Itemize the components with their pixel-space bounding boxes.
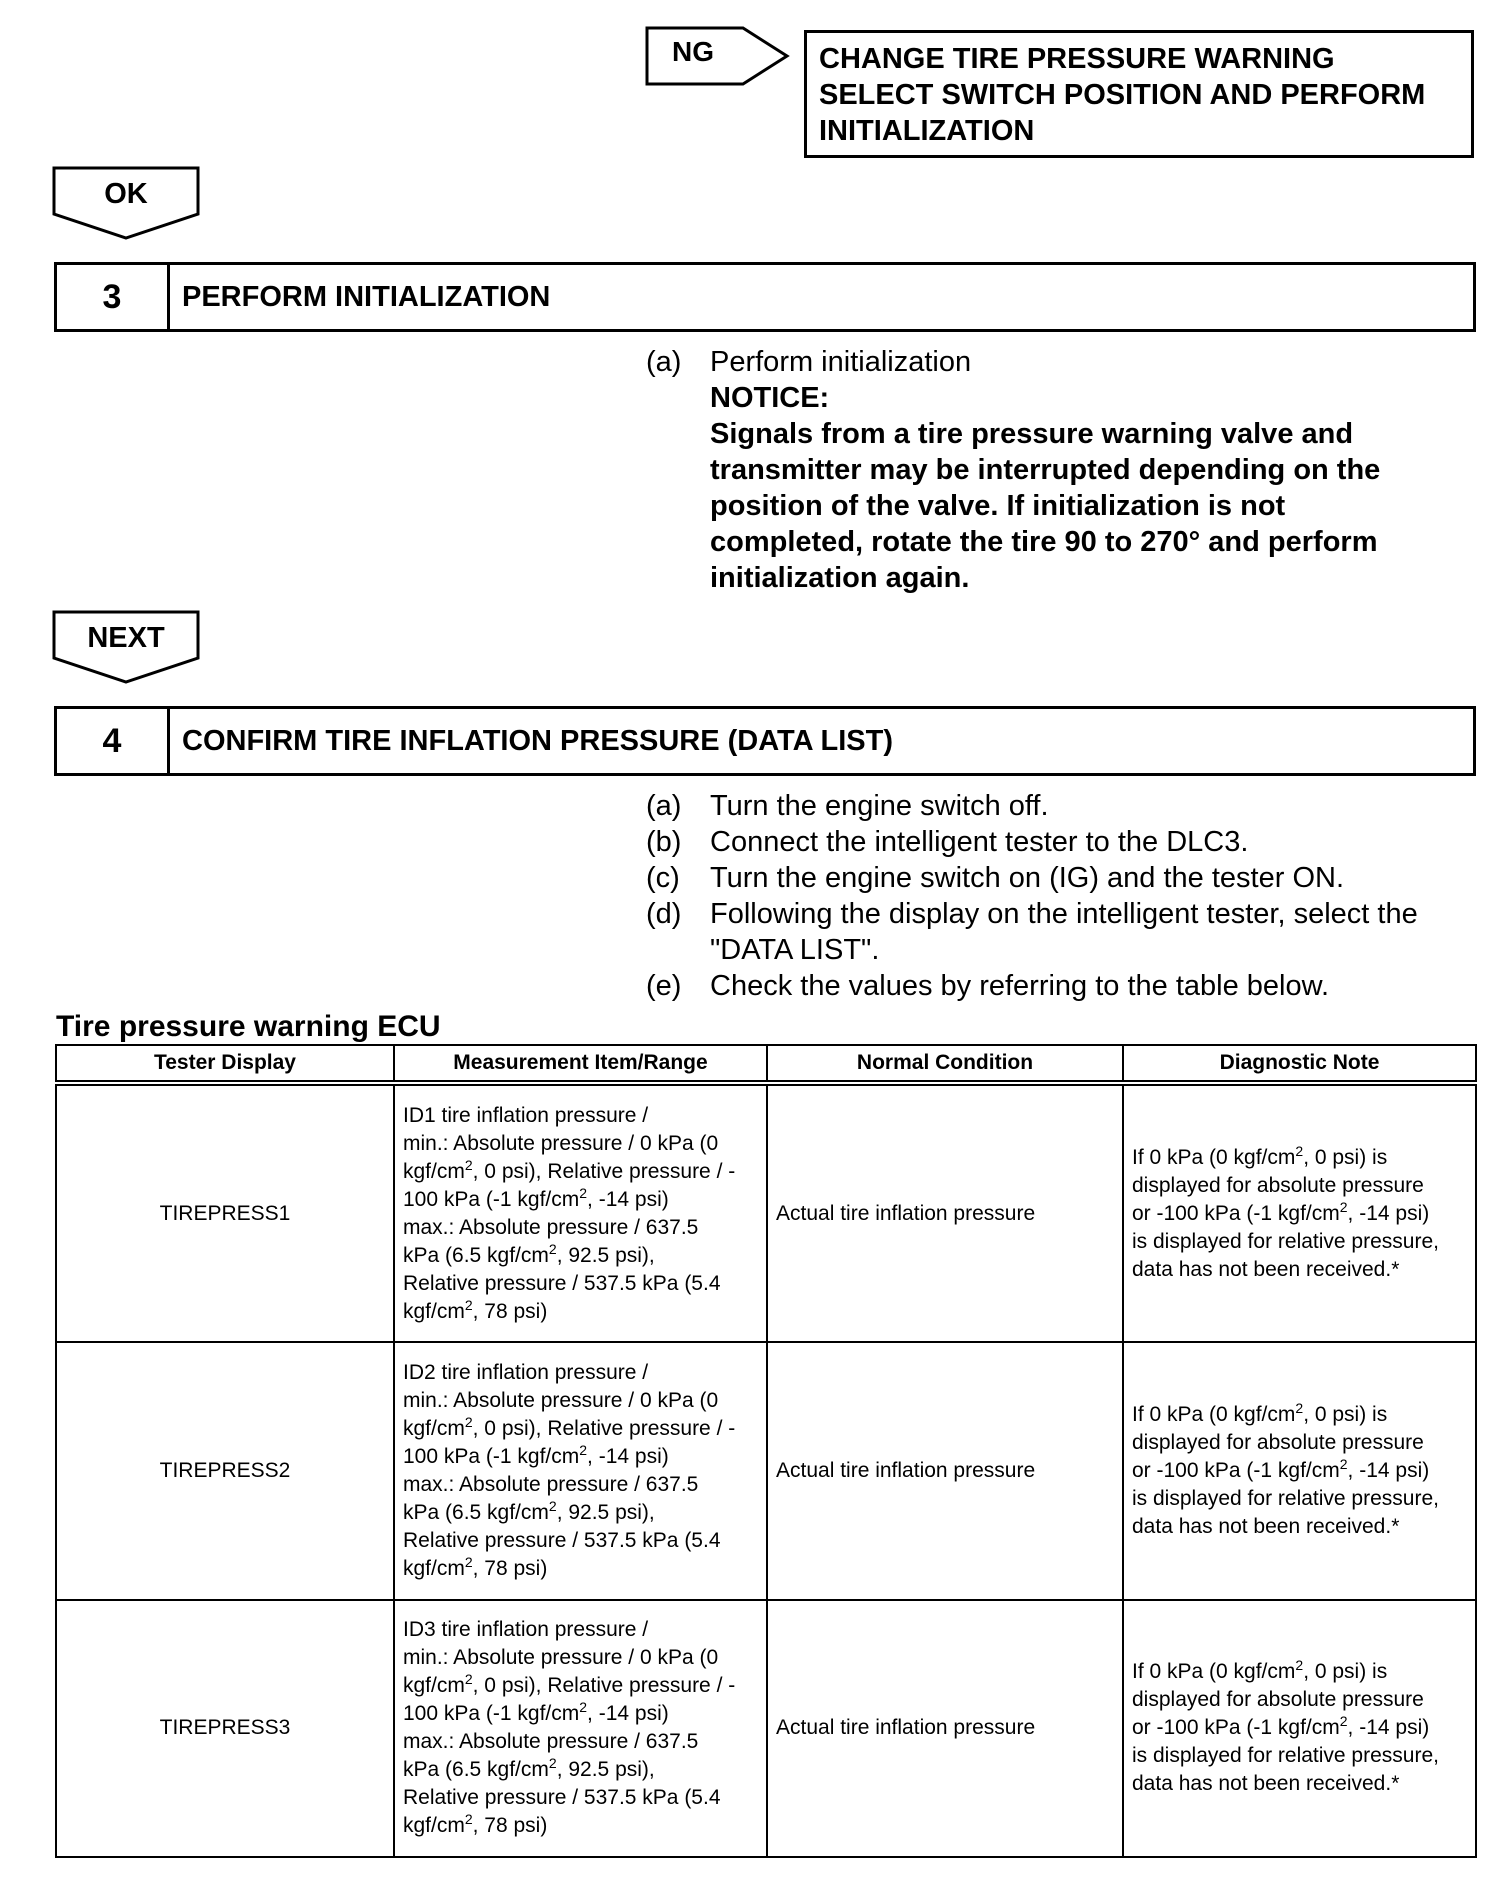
cell-line: max.: Absolute pressure / 637.5 [403,1473,699,1497]
ng-result-line: SELECT SWITCH POSITION AND PERFORM [819,79,1426,111]
item-label: (a) [646,346,682,378]
procedure-item [646,968,1476,1004]
item-label: (e) [646,970,682,1002]
item-label: (c) [646,862,680,894]
diagnostic-note-cell [1123,1600,1476,1857]
cell-line: or -100 kPa (-1 kgf/$cm^2$, -14 psi) [1132,1198,1430,1225]
diagnostic-note-cell [1123,1342,1476,1599]
cell-line: displayed for absolute pressure [1132,1431,1424,1455]
notice-line: initialization again. [710,562,970,594]
notice-line: completed, rotate the tire 90 to 270° and perform [710,526,1378,558]
procedure-item [646,860,1476,896]
cell-line: 100 kPa (-1 kgf/$cm^2$, -14 psi) [403,1699,669,1726]
column-header: Tester Display [56,1045,394,1083]
normal-condition-cell: Actual tire inflation pressure [767,1600,1123,1857]
notice-heading: NOTICE: [710,382,830,414]
cell-line: or -100 kPa (-1 kgf/$cm^2$, -14 psi) [1132,1456,1430,1483]
ok-label: OK [104,178,148,210]
cell-line: Relative pressure / 537.5 kPa (5.4 [403,1271,721,1295]
ng-arrow-icon [645,26,805,86]
item-text: Turn the engine switch off. [710,790,1049,822]
step-number: 4 [57,709,170,773]
cell-line: is displayed for relative pressure, [1132,1229,1439,1253]
table-row [56,1600,1476,1857]
cell-line: data has not been received.* [1132,1772,1400,1796]
measurement-range-cell [394,1600,767,1857]
item-text: Check the values by referring to the table below. [710,970,1330,1002]
cell-line: kgf/$cm^2$, 0 psi), Relative pressure / - [403,1414,736,1441]
cell-line: kgf/$cm^2$, 0 psi), Relative pressure / - [403,1156,736,1183]
cell-line: max.: Absolute pressure / 637.5 [403,1730,699,1754]
normal-condition-cell: Actual tire inflation pressure [767,1342,1123,1599]
ng-result-box [804,30,1474,158]
cell-line: or -100 kPa (-1 kgf/$cm^2$, -14 psi) [1132,1713,1430,1740]
ng-result-line: INITIALIZATION [819,115,1035,147]
cell-line: kPa (6.5 kgf/$cm^2$, 92.5 psi), [403,1498,655,1525]
cell-line: displayed for absolute pressure [1132,1688,1424,1712]
item-text: Perform initialization [710,346,972,378]
cell-line: kgf/$cm^2$, 0 psi), Relative pressure / - [403,1671,736,1698]
step-3-header [54,262,1476,332]
cell-line: kgf/$cm^2$, 78 psi) [403,1811,548,1838]
ng-result-line: CHANGE TIRE PRESSURE WARNING [819,43,1335,75]
column-header: Normal Condition [767,1045,1123,1083]
cell-line: kgf/$cm^2$, 78 psi) [403,1554,548,1581]
notice-line: position of the valve. If initialization is not [710,490,1286,522]
cell-line: ID3 tire inflation pressure / [403,1618,649,1642]
cell-line: 100 kPa (-1 kgf/$cm^2$, -14 psi) [403,1184,669,1211]
notice-body [710,416,1476,596]
cell-line: If 0 kPa (0 kgf/$cm^2$, 0 psi) is [1132,1142,1388,1169]
cell-line: kgf/$cm^2$, 78 psi) [403,1296,548,1323]
table-body [56,1083,1476,1857]
column-header: Diagnostic Note [1123,1045,1476,1083]
cell-line: data has not been received.* [1132,1515,1400,1539]
notice-line: transmitter may be interrupted depending on the [710,454,1381,486]
item-label: (b) [646,826,682,858]
item-text: Turn the engine switch on (IG) and the tester ON. [710,862,1345,894]
cell-line: is displayed for relative pressure, [1132,1744,1439,1768]
table-row [56,1342,1476,1599]
step-title: PERFORM INITIALIZATION [182,280,551,313]
cell-line: ID2 tire inflation pressure / [403,1361,649,1385]
measurement-range-cell [394,1083,767,1342]
table-caption: Tire pressure warning ECU [56,1010,441,1043]
diagnostic-note-cell [1123,1083,1476,1342]
step-3-procedure [646,344,1476,596]
step-number: 3 [57,265,170,329]
cell-line: 100 kPa (-1 kgf/$cm^2$, -14 psi) [403,1442,669,1469]
cell-line: max.: Absolute pressure / 637.5 [403,1215,699,1239]
step-4-header [54,706,1476,776]
item-label: (a) [646,790,682,822]
procedure-item [646,896,1476,968]
notice-line: Signals from a tire pressure warning valve and [710,418,1354,450]
cell-line: min.: Absolute pressure / 0 kPa (0 [403,1389,719,1413]
cell-line: min.: Absolute pressure / 0 kPa (0 [403,1131,719,1155]
procedure-item [646,344,1476,596]
cell-line: kPa (6.5 kgf/$cm^2$, 92.5 psi), [403,1755,655,1782]
tester-display-cell: TIREPRESS1 [56,1083,394,1342]
table-row [56,1083,1476,1342]
cell-line: If 0 kPa (0 kgf/$cm^2$, 0 psi) is [1132,1657,1388,1684]
measurement-range-cell [394,1342,767,1599]
cell-line: Relative pressure / 537.5 kPa (5.4 [403,1786,721,1810]
ng-label: NG [672,36,714,67]
cell-line: kPa (6.5 kgf/$cm^2$, 92.5 psi), [403,1240,655,1267]
cell-line: data has not been received.* [1132,1257,1400,1281]
table-header-row [56,1045,1476,1083]
tester-display-cell: TIREPRESS3 [56,1600,394,1857]
cell-line: displayed for absolute pressure [1132,1173,1424,1197]
cell-line: min.: Absolute pressure / 0 kPa (0 [403,1646,719,1670]
procedure-item [646,824,1476,860]
cell-line: is displayed for relative pressure, [1132,1487,1439,1511]
procedure-item [646,788,1476,824]
item-text: Following the display on the intelligent tester, select the [710,898,1418,930]
step-4-procedure [646,788,1476,1004]
item-text: "DATA LIST". [710,934,880,966]
item-text: Connect the intelligent tester to the DLC3. [710,826,1249,858]
next-label: NEXT [87,622,165,654]
item-label: (d) [646,898,682,930]
cell-line: If 0 kPa (0 kgf/$cm^2$, 0 psi) is [1132,1400,1388,1427]
column-header: Measurement Item/Range [394,1045,767,1083]
data-list-table [55,1044,1477,1858]
cell-line: Relative pressure / 537.5 kPa (5.4 [403,1529,721,1553]
cell-line: ID1 tire inflation pressure / [403,1103,649,1127]
tester-display-cell: TIREPRESS2 [56,1342,394,1599]
step-title: CONFIRM TIRE INFLATION PRESSURE (DATA LIST) [182,724,893,757]
normal-condition-cell: Actual tire inflation pressure [767,1083,1123,1342]
